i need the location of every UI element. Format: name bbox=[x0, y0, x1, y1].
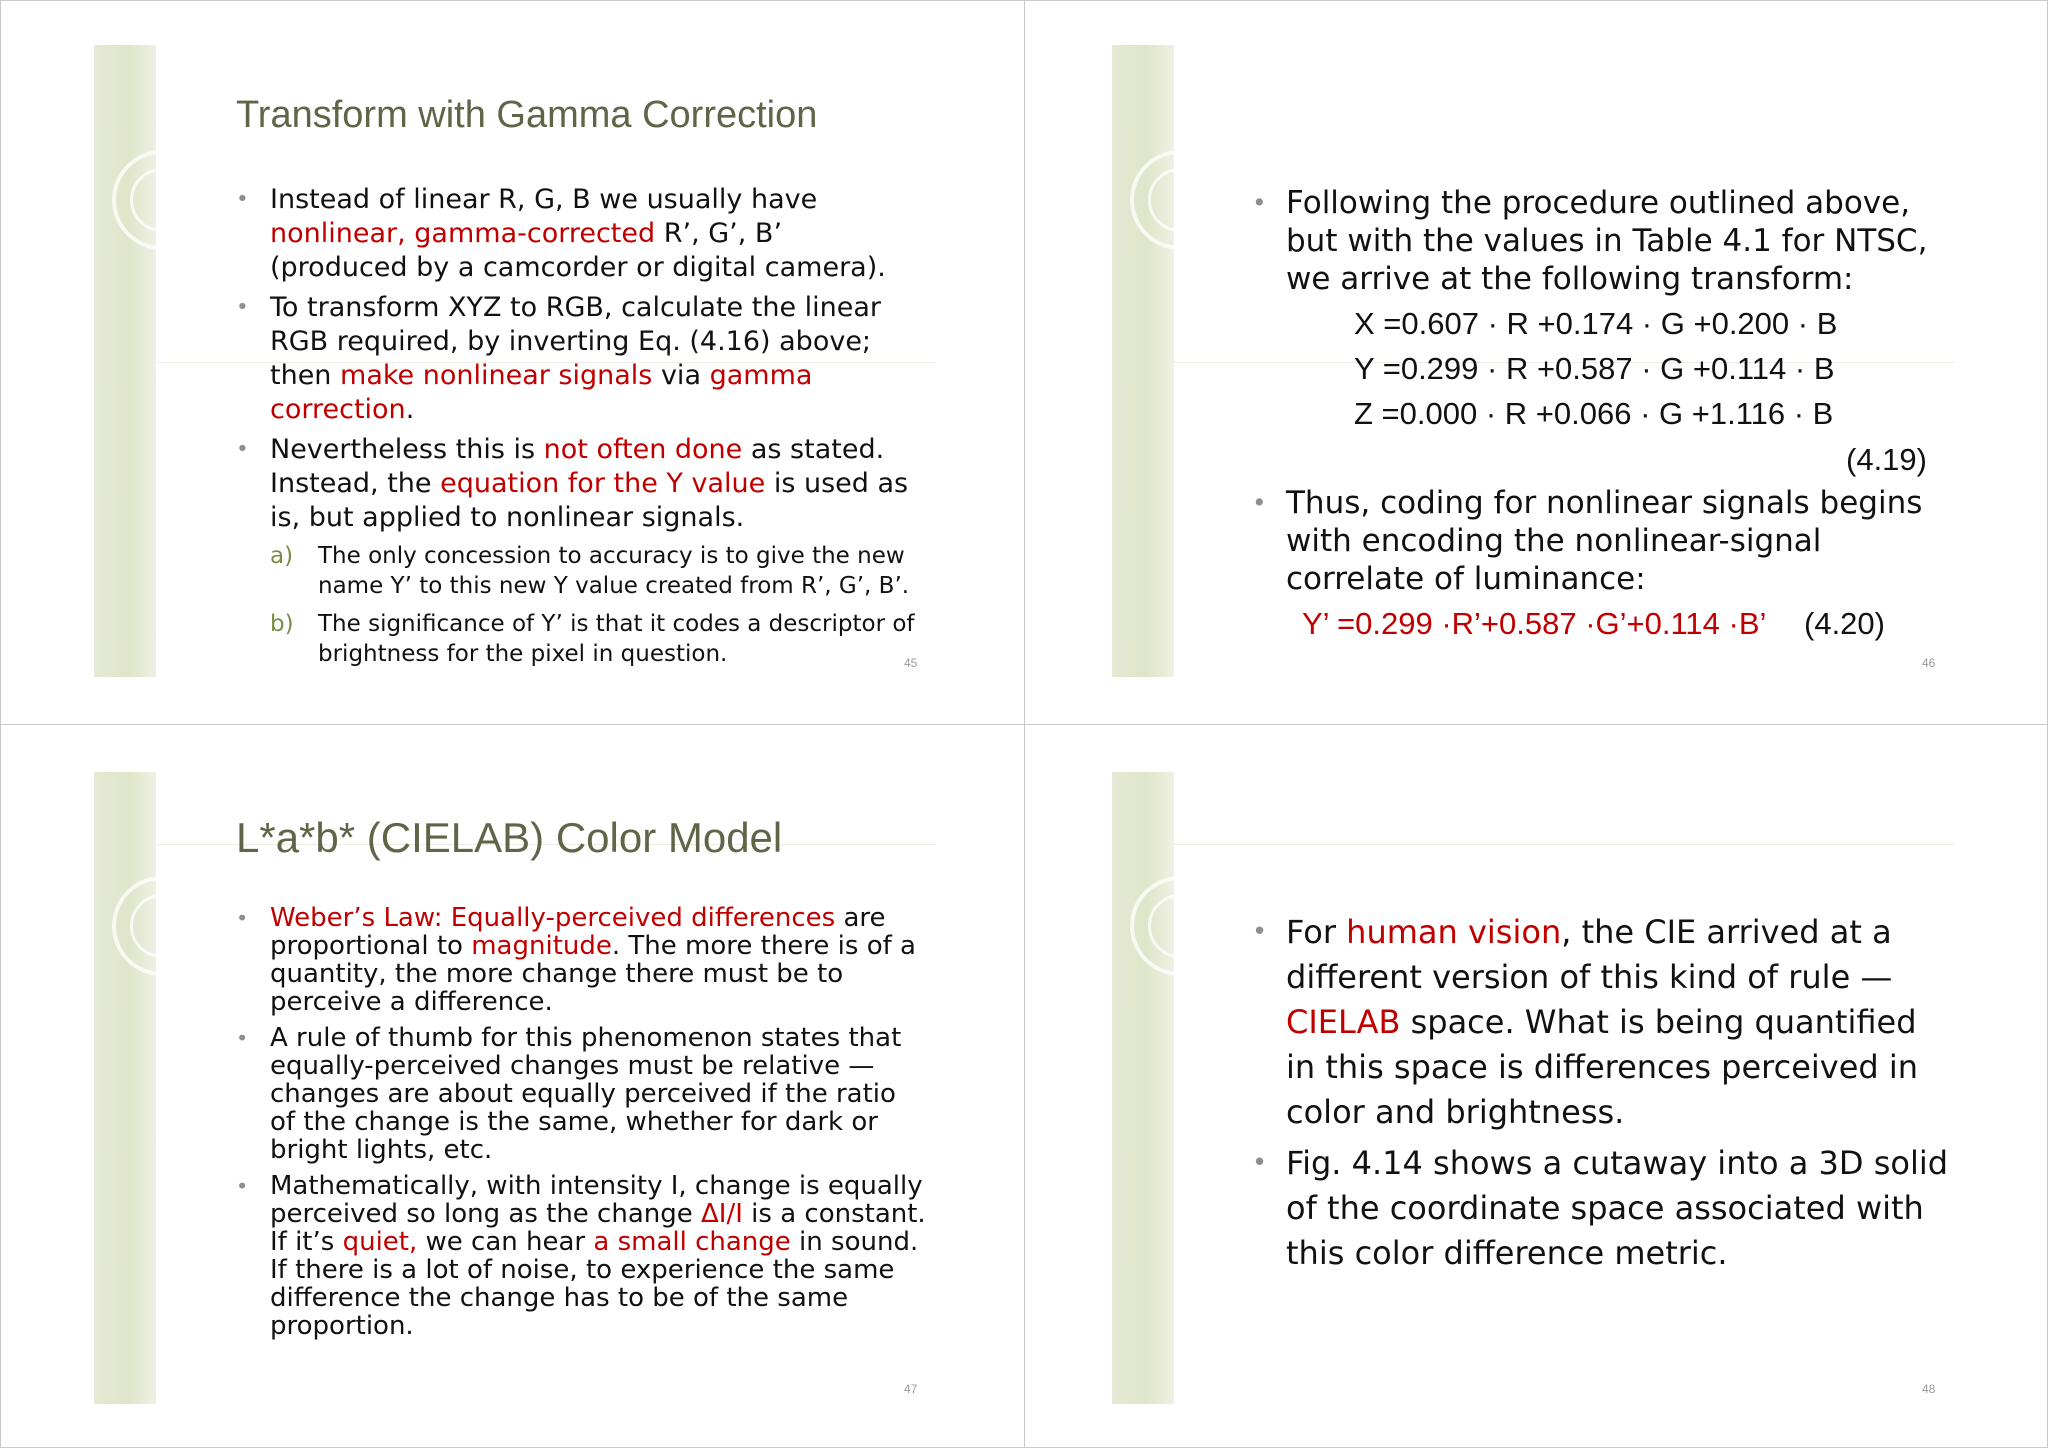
highlight-text: magnitude bbox=[471, 931, 612, 961]
text-run: is used as is, but applied to nonlinear signals. bbox=[270, 468, 909, 533]
equation-z: Z =0.000 · R +0.066 · G +1.116 · B bbox=[1354, 396, 1834, 431]
bullet-item bbox=[236, 183, 926, 285]
text-run: space. What is being quantified in this space is differences perceived in color and brightness. bbox=[1286, 1003, 1919, 1131]
bullet-item bbox=[1252, 184, 1942, 298]
page-number: 46 bbox=[1922, 656, 1936, 670]
text-run: Thus, coding for nonlinear signals begins with encoding the nonlinear-signal correlate of luminance: bbox=[1286, 485, 1923, 597]
highlight-text: human vision bbox=[1346, 913, 1562, 951]
bullet-item bbox=[236, 1172, 926, 1340]
highlight-text: quiet, bbox=[342, 1227, 418, 1257]
bullet-list bbox=[236, 183, 926, 677]
slide-title: Transform with Gamma Correction bbox=[236, 94, 818, 136]
highlight-text: CIELAB bbox=[1286, 1003, 1401, 1041]
text-run: Instead of linear R, G, B we usually have bbox=[270, 184, 818, 215]
sub-text: The significance of Y’ is that it codes a descriptor of brightness for the pixel in question. bbox=[318, 611, 915, 667]
text-run: in sound. If there is a lot of noise, to experience the same difference the change has to be of the same proportion. bbox=[270, 1227, 919, 1341]
sub-text: The only concession to accuracy is to give the new name Y’ to this new Y value created from R’, G’, B’. bbox=[318, 543, 910, 599]
text-run: via bbox=[652, 360, 710, 391]
slide-guide-line bbox=[1174, 844, 1954, 845]
bullet-item bbox=[236, 1024, 926, 1164]
text-run: . bbox=[405, 394, 415, 425]
decoration-ring bbox=[130, 894, 194, 958]
highlight-text: not often done bbox=[543, 434, 743, 465]
equation-luma: Y’ =0.299 ·R’+0.587 ·G’+0.114 ·B’ bbox=[1302, 606, 1767, 641]
text-run: are proportional to bbox=[270, 903, 886, 961]
highlight-text: equation for the Y value bbox=[440, 468, 766, 499]
bullet-list bbox=[1252, 484, 1942, 598]
equation-number: (4.19) bbox=[1846, 442, 1927, 477]
text-run: we can hear bbox=[417, 1227, 594, 1257]
bullet-item bbox=[236, 291, 926, 427]
text-run: Fig. 4.14 shows a cutaway into a 3D solid of the coordinate space associated with this color difference metric. bbox=[1286, 1144, 1949, 1272]
bullet-item bbox=[1252, 910, 1952, 1135]
slide-decoration-bar bbox=[94, 45, 156, 677]
page-number: 48 bbox=[1922, 1382, 1936, 1396]
highlight-text: Weber’s Law: Equally-perceived differences bbox=[270, 903, 836, 933]
decoration-ring bbox=[1148, 168, 1212, 232]
equation-y: Y =0.299 · R +0.587 · G +0.114 · B bbox=[1354, 351, 1835, 386]
text-run: Nevertheless this is bbox=[270, 434, 544, 465]
equation-number: (4.20) bbox=[1804, 606, 1885, 641]
equation-x: X =0.607 · R +0.174 · G +0.200 · B bbox=[1354, 306, 1838, 341]
highlight-text: a small change bbox=[593, 1227, 791, 1257]
slide-45 bbox=[0, 0, 1024, 724]
highlight-text: make nonlinear signals bbox=[340, 360, 653, 391]
slide-title: L*a*b* (CIELAB) Color Model bbox=[236, 814, 783, 861]
text-run: is a constant. If it’s bbox=[270, 1199, 926, 1257]
bullet-item bbox=[1252, 484, 1942, 598]
text-run: For bbox=[1286, 913, 1347, 951]
slide-48 bbox=[1024, 724, 2048, 1448]
bullet-list bbox=[1252, 910, 1952, 1276]
highlight-text: ΔI/I bbox=[701, 1199, 743, 1229]
text-run: , the CIE arrived at a different version of this kind of rule — bbox=[1286, 913, 1893, 996]
text-run: Mathematically, with intensity I, change is equally perceived so long as the change bbox=[270, 1171, 923, 1229]
text-run: R’, G’, B’ (produced by a camcorder or digital camera). bbox=[270, 218, 886, 283]
text-run: To transform XYZ to RGB, calculate the linear RGB required, by inverting Eq. (4.16) above; then bbox=[270, 292, 882, 391]
slide-decoration-bar bbox=[94, 772, 156, 1404]
text-run: A rule of thumb for this phenomenon states that equally-perceived changes must be relative — changes are about equally perceived if the ratio of the change is the same, whether for dark or bright lights, etc. bbox=[270, 1023, 902, 1165]
slide-decoration-bar bbox=[1112, 772, 1174, 1404]
highlight-text: gamma correction bbox=[270, 360, 813, 425]
slide-decoration-bar bbox=[1112, 45, 1174, 677]
sub-marker: a) bbox=[270, 543, 294, 569]
decoration-ring bbox=[130, 168, 194, 232]
highlight-text: nonlinear, gamma-corrected bbox=[270, 218, 656, 249]
slide-46 bbox=[1024, 0, 2048, 724]
text-run: as stated. Instead, the bbox=[270, 434, 885, 499]
text-run: Following the procedure outlined above, but with the values in Table 4.1 for NTSC, we arrive at the following transform: bbox=[1286, 185, 1928, 297]
page-number: 45 bbox=[904, 656, 918, 670]
bullet-list bbox=[1252, 184, 1942, 298]
sub-item bbox=[270, 609, 926, 669]
bullet-list bbox=[236, 904, 926, 1340]
slide-47 bbox=[0, 724, 1024, 1448]
sub-item bbox=[270, 541, 926, 601]
page-number: 47 bbox=[904, 1382, 918, 1396]
sub-marker: b) bbox=[270, 611, 294, 637]
sub-list bbox=[236, 541, 926, 669]
decoration-ring bbox=[1148, 894, 1212, 958]
bullet-item bbox=[236, 433, 926, 669]
text-run: . The more there is of a quantity, the more change there must be to perceive a difference. bbox=[270, 931, 916, 1017]
bullet-item bbox=[236, 904, 926, 1016]
bullet-item bbox=[1252, 1141, 1952, 1276]
